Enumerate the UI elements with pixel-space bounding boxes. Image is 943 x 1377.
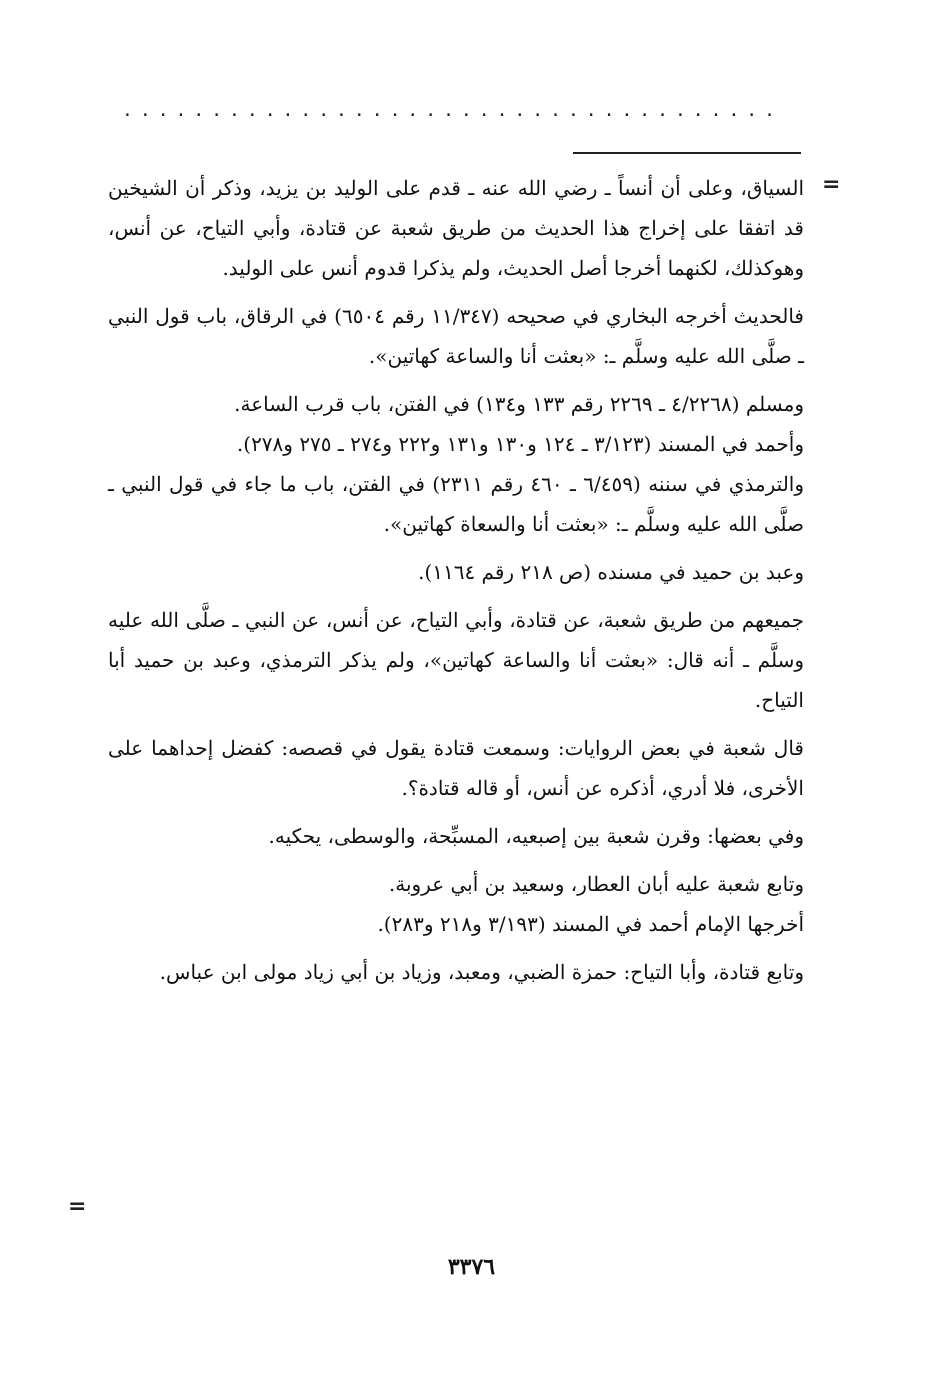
paragraph-1: السياق، وعلى أن أنساً ـ رضي الله عنه ـ قدم على الوليد بن يزيد، وذكر أن الشيخين قد اتفقا على إخراج هذا الحديث من طريق شعبة عن قتادة، وأبي التياح، عن أنس، وهوكذلك، لكنهما أخرجا أصل الحديث، ولم يذكرا قدوم أنس على الوليد. xyxy=(108,176,804,280)
paragraph-10: وتابع شعبة عليه أبان العطار، وسعيد بن أبي عروبة. xyxy=(388,872,804,896)
paragraph-4: وأحمد في المسند (٣/١٢٣ ـ ١٢٤ و١٣٠ و١٣١ و٢٢٢ و٢٧٤ ـ ٢٧٥ و٢٧٨). xyxy=(236,432,804,456)
paragraph-9: وفي بعضها: وقرن شعبة بين إصبعيه، المسبِّحة، والوسطى، يحكيه. xyxy=(268,824,804,848)
footnote-rule xyxy=(573,152,801,154)
paragraph-5: والترمذي في سننه (٦/٤٥٩ ـ ٤٦٠ رقم ٢٣١١) في الفتن، باب ما جاء في قول النبي ـ صلَّى الله عليه وسلَّم ـ: «بعثت أنا والسعاة كهاتين». xyxy=(108,472,805,536)
continuation-mark-bottom: = xyxy=(68,1194,87,1219)
page-number: ٣٣٧٦ xyxy=(447,1254,496,1280)
paragraph-7: جميعهم من طريق شعبة، عن قتادة، وأبي التياح، عن أنس، عن النبي ـ صلَّى الله عليه وسلَّم ـ أنه قال: «بعثت أنا والساعة كهاتين»، ولم يذكر الترمذي، وعبد بن حميد أبا التياح. xyxy=(108,608,805,712)
paragraph-2: فالحديث أخرجه البخاري في صحيحه (١١/٣٤٧ رقم ٦٥٠٤) في الرقاق، باب قول النبي ـ صلَّى الله عليه وسلَّم ـ: «بعثت أنا والساعة كهاتين». xyxy=(108,304,804,368)
paragraph-3: ومسلم (٤/٢٢٦٨ ـ ٢٢٦٩ رقم ١٣٣ و١٣٤) في الفتن، باب قرب الساعة. xyxy=(234,392,804,416)
continuation-mark-top: = xyxy=(822,172,841,197)
dotted-separator: ..................................... xyxy=(122,100,782,121)
paragraph-6: وعبد بن حميد في مسنده (ص ٢١٨ رقم ١١٦٤). xyxy=(418,560,804,584)
paragraph-8: قال شعبة في بعض الروايات: وسمعت قتادة يقول في قصصه: كفضل إحداهما على الأخرى، فلا أدري، أذكره عن أنس، أو قاله قتادة؟. xyxy=(108,736,804,800)
paragraph-11: أخرجها الإمام أحمد في المسند (٣/١٩٣ و٢١٨ و٢٨٣). xyxy=(377,912,804,936)
footnote-body xyxy=(108,168,804,1000)
paragraph-12: وتابع قتادة، وأبا التياح: حمزة الضبي، ومعبد، وزياد بن أبي زياد مولى ابن عباس. xyxy=(159,960,804,984)
